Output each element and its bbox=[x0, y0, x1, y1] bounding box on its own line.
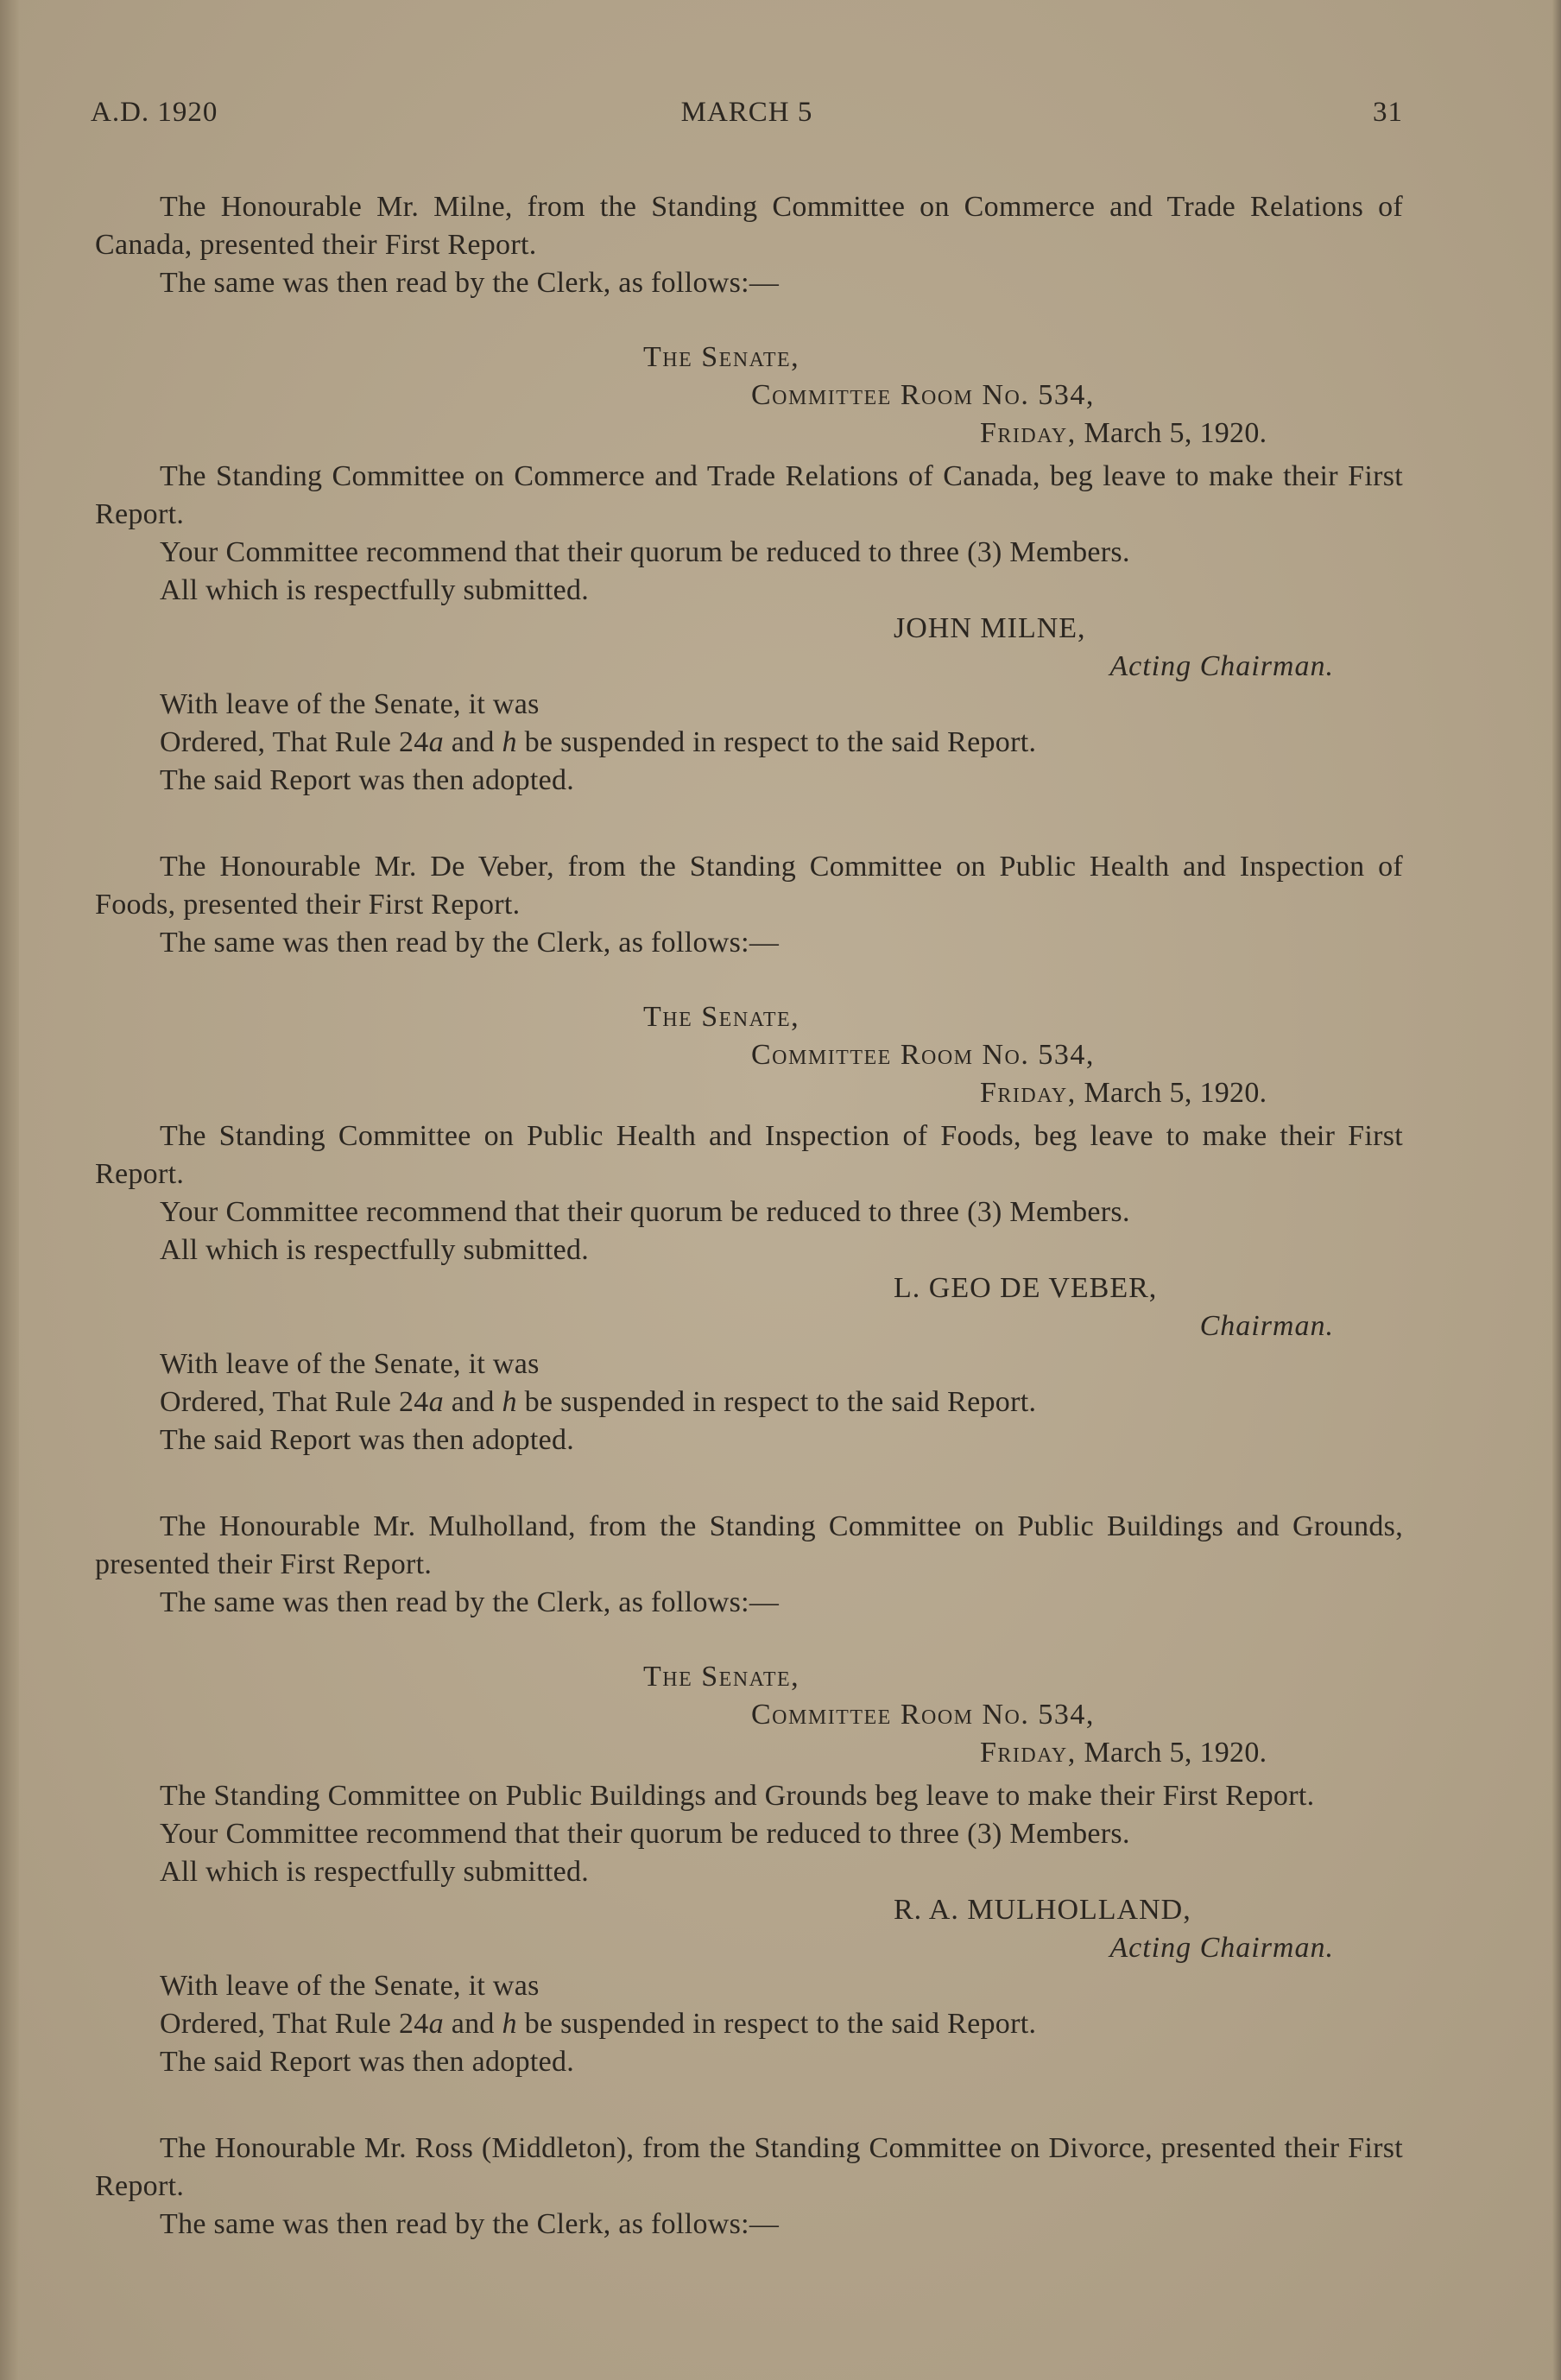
header-date: MARCH 5 bbox=[680, 97, 813, 128]
ordered-text-1: Ordered, That Rule 24 bbox=[160, 726, 429, 758]
report-heading-room: Committee Room No. 534, bbox=[751, 1699, 1095, 1731]
report-date-day: Friday, bbox=[980, 1077, 1077, 1109]
entry-intro: The Honourable Mr. De Veber, from the Standing Committee on Public Health and Inspection of Foods, presented their First Report. bbox=[95, 851, 1403, 921]
ordered-text-3: be suspended in respect to the said Report. bbox=[516, 726, 1037, 758]
rule-letter-h: h bbox=[502, 1386, 517, 1418]
rule-letter-a: a bbox=[428, 1386, 444, 1418]
report-heading-senate: The Senate, bbox=[643, 1661, 800, 1693]
entry-read-line: The same was then read by the Clerk, as follows:— bbox=[160, 1586, 780, 1618]
page-spine-shadow bbox=[0, 0, 19, 2380]
entry-intro: The Honourable Mr. Milne, from the Standing Committee on Commerce and Trade Relations of Canada, presented their First Report. bbox=[95, 191, 1403, 261]
entry-read-line: The same was then read by the Clerk, as follows:— bbox=[160, 267, 780, 299]
ordered-text-2: and bbox=[443, 1386, 502, 1418]
report-date-day: Friday, bbox=[980, 417, 1077, 449]
page-edge-shadow bbox=[1552, 0, 1561, 2380]
ordered-text-2: and bbox=[443, 726, 502, 758]
report-text: The Standing Committee on Commerce and Trade Relations of Canada, beg leave to make their First Report. bbox=[95, 460, 1403, 530]
signer-title: Chairman. bbox=[1199, 1310, 1334, 1342]
signer-title: Acting Chairman. bbox=[1109, 650, 1334, 682]
report-date-rest: March 5, 1920. bbox=[1076, 417, 1267, 449]
signer-title: Acting Chairman. bbox=[1109, 1932, 1334, 1964]
ordered-line bbox=[95, 724, 1403, 762]
report-date-day: Friday, bbox=[980, 1737, 1077, 1769]
report-submitted: All which is respectfully submitted. bbox=[160, 574, 590, 606]
entry-read-line: The same was then read by the Clerk, as follows:— bbox=[160, 927, 780, 959]
committee-entry bbox=[95, 1508, 1403, 2081]
leave-line: With leave of the Senate, it was bbox=[160, 1970, 540, 2002]
report-heading-date bbox=[95, 415, 1403, 453]
report-date-rest: March 5, 1920. bbox=[1076, 1737, 1267, 1769]
report-recommendation: Your Committee recommend that their quorum be reduced to three (3) Members. bbox=[160, 536, 1130, 568]
ordered-text-3: be suspended in respect to the said Report. bbox=[516, 2008, 1037, 2040]
report-recommendation: Your Committee recommend that their quorum be reduced to three (3) Members. bbox=[160, 1818, 1130, 1850]
report-heading-room: Committee Room No. 534, bbox=[751, 1039, 1095, 1071]
report-heading-senate: The Senate, bbox=[643, 1001, 800, 1033]
header-year: A.D. 1920 bbox=[91, 97, 218, 128]
signer-name: JOHN MILNE, bbox=[894, 612, 1086, 644]
report-recommendation: Your Committee recommend that their quorum be reduced to three (3) Members. bbox=[160, 1196, 1130, 1228]
signer-name: R. A. MULHOLLAND, bbox=[894, 1894, 1191, 1926]
ordered-line bbox=[95, 2005, 1403, 2043]
committee-entry bbox=[95, 188, 1403, 800]
committee-entry-final bbox=[95, 2130, 1403, 2244]
entry-intro: The Honourable Mr. Ross (Middleton), from the Standing Committee on Divorce, presented their First Report. bbox=[95, 2132, 1403, 2202]
report-heading-room: Committee Room No. 534, bbox=[751, 379, 1095, 411]
leave-line: With leave of the Senate, it was bbox=[160, 1348, 540, 1380]
entry-read-line: The same was then read by the Clerk, as follows:— bbox=[160, 2208, 780, 2240]
rule-letter-a: a bbox=[428, 2008, 444, 2040]
entry-intro: The Honourable Mr. Mulholland, from the Standing Committee on Public Buildings and Grounds, presented their First Report. bbox=[95, 1510, 1403, 1580]
report-submitted: All which is respectfully submitted. bbox=[160, 1234, 590, 1266]
report-heading-senate: The Senate, bbox=[643, 341, 800, 373]
ordered-line bbox=[95, 1383, 1403, 1421]
leave-line: With leave of the Senate, it was bbox=[160, 688, 540, 720]
report-heading-date bbox=[95, 1734, 1403, 1772]
page-number: 31 bbox=[1373, 97, 1403, 128]
report-text: The Standing Committee on Public Buildings and Grounds beg leave to make their First Report. bbox=[160, 1780, 1315, 1812]
adopted-line: The said Report was then adopted. bbox=[160, 764, 575, 796]
committee-entry bbox=[95, 848, 1403, 1459]
report-heading-date bbox=[95, 1074, 1403, 1112]
running-header bbox=[91, 97, 1403, 140]
adopted-line: The said Report was then adopted. bbox=[160, 2046, 575, 2078]
journal-body bbox=[95, 188, 1403, 2244]
report-date-rest: March 5, 1920. bbox=[1076, 1077, 1267, 1109]
ordered-text-1: Ordered, That Rule 24 bbox=[160, 2008, 429, 2040]
ordered-text-3: be suspended in respect to the said Report. bbox=[516, 1386, 1037, 1418]
rule-letter-h: h bbox=[502, 2008, 517, 2040]
adopted-line: The said Report was then adopted. bbox=[160, 1424, 575, 1456]
report-submitted: All which is respectfully submitted. bbox=[160, 1856, 590, 1888]
signer-name: L. GEO DE VEBER, bbox=[894, 1272, 1158, 1304]
ordered-text-2: and bbox=[443, 2008, 502, 2040]
rule-letter-h: h bbox=[502, 726, 517, 758]
report-text: The Standing Committee on Public Health and Inspection of Foods, beg leave to make their First Report. bbox=[95, 1120, 1403, 1190]
ordered-text-1: Ordered, That Rule 24 bbox=[160, 1386, 429, 1418]
rule-letter-a: a bbox=[428, 726, 444, 758]
